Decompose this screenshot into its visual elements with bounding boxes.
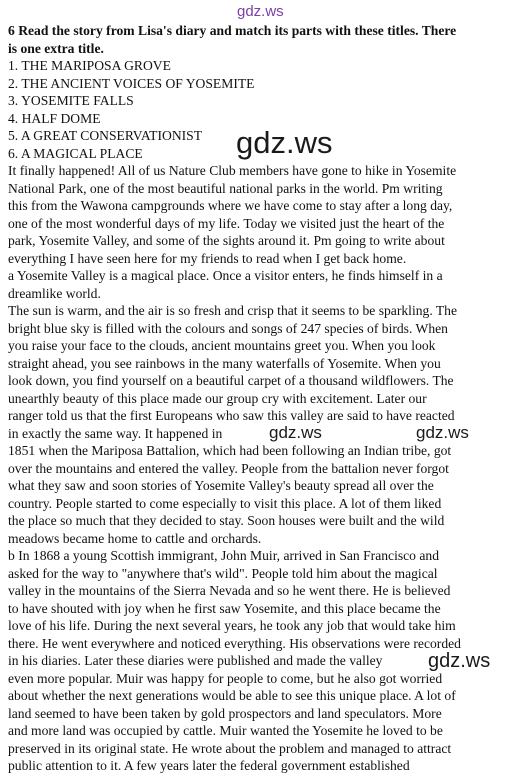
story-line: park, Yosemite Valley, and some of the sights around it. Pm going to write about — [8, 233, 445, 248]
watermark-middle-left: gdz.ws — [269, 423, 322, 442]
story-line: this from the Wawona campgrounds where we have come to stay after a long day, — [8, 198, 453, 213]
story-line: the place so much that they decided to stay. Soon houses were built and the wild — [8, 513, 445, 528]
story-line: there. He went everywhere and noticed everything. His observations were recorded — [8, 635, 461, 651]
title-option-3: 3. YOSEMITE FALLS — [8, 93, 134, 108]
story-line: The sun is warm, and the air is so fresh and crisp that it seems to be sparkling. The — [8, 303, 457, 318]
title-option-4: 4. HALF DOME — [8, 110, 101, 126]
story-line: what they saw and soon stories of Yosemite Valley's beauty spread all over the — [8, 478, 434, 493]
story-line: country. People started to come especially to visit this place. A lot of them liked — [8, 495, 442, 511]
story-line: b In 1868 a young Scottish immigrant, John Muir, arrived in San Francisco and — [8, 548, 439, 563]
story-line: preserved in its original state. He wrote about the problem and managed to attract — [8, 740, 452, 756]
story-line: asked for the way to "anywhere that's wild". People told him about the magical — [8, 565, 438, 581]
story-line: public attention to it. A few years later the federal government established — [8, 758, 410, 773]
story-line: you raise your face to the clouds, ancient mountains greet you. When you look — [8, 338, 436, 353]
exercise-heading-line-1: 6 Read the story from Lisa's diary and match its parts with these titles. There — [8, 23, 457, 38]
title-option-5: 5. A GREAT CONSERVATIONIST — [8, 128, 203, 143]
story-line: meadows became home to cattle and orchards. — [8, 530, 262, 546]
story-line: unearthly beauty of this place made our group cry with excitement. Later our — [8, 390, 427, 406]
story-line: valley in the mountains of the Sierra Nevada and so he went there. He is believed — [8, 583, 451, 598]
watermark-top: gdz.ws — [237, 3, 284, 20]
watermark-large: gdz.ws — [236, 125, 333, 160]
story-line: National Park, one of the most beautiful national parks in the world. Pm writing — [8, 180, 443, 196]
story-line: to have shouted with joy when he first saw Yosemite, and this place became the — [8, 600, 441, 616]
story-line: about whether the next generations would be able to see this unique place. A lot of — [8, 688, 456, 703]
story-line: even more popular. Muir was happy for people to come, but he also got worried — [8, 670, 443, 686]
title-option-1: 1. THE MARIPOSA GROVE — [8, 58, 171, 73]
story-line: land seemed to have been taken by gold prospectors and land speculators. More — [8, 705, 442, 721]
story-line: look down, you find yourself on a beautiful carpet of a thousand wildflowers. The — [8, 373, 454, 388]
story-line: bright blue sky is filled with the colours and songs of 247 species of birds. When — [8, 320, 448, 336]
story-line: It finally happened! All of us Nature Club members have gone to hike in Yosemite — [8, 163, 457, 178]
story-line: one of the most wonderful days of my life. Today we visited just the heart of the — [8, 215, 445, 231]
story-line: dreamlike world. — [8, 285, 101, 301]
story-line: everything I have seen here for my friends to read when I get back home. — [8, 250, 407, 266]
exercise-heading-line-2: is one extra title. — [8, 40, 104, 56]
watermark-lower: gdz.ws — [428, 650, 491, 672]
watermark-middle-right: gdz.ws — [416, 423, 469, 442]
story-line: 1851 when the Mariposa Battalion, which had been following an Indian tribe, got — [8, 443, 452, 458]
title-option-2: 2. THE ANCIENT VOICES OF YOSEMITE — [8, 75, 255, 91]
story-line: ranger told us that the first Europeans who saw this valley are said to have reacted — [8, 408, 455, 423]
story-line: love of his life. During the next several years, he took any job that would take him — [8, 618, 456, 633]
story-line: and more land was occupied by cattle. Muir wanted the Yosemite he loved to be — [8, 723, 443, 738]
story-line: in exactly the same way. It happened in — [8, 425, 223, 441]
story-line: a Yosemite Valley is a magical place. Once a visitor enters, he finds himself in a — [8, 268, 443, 283]
title-option-6: 6. A MAGICAL PLACE — [8, 145, 143, 161]
story-line: over the mountains and entered the valley. People from the battalion never forgot — [8, 460, 449, 476]
story-line: straight ahead, you see rainbows in the many waterfalls of Yosemite. When you — [8, 355, 441, 371]
story-line: in his diaries. Later these diaries were published and made the valley — [8, 653, 383, 668]
